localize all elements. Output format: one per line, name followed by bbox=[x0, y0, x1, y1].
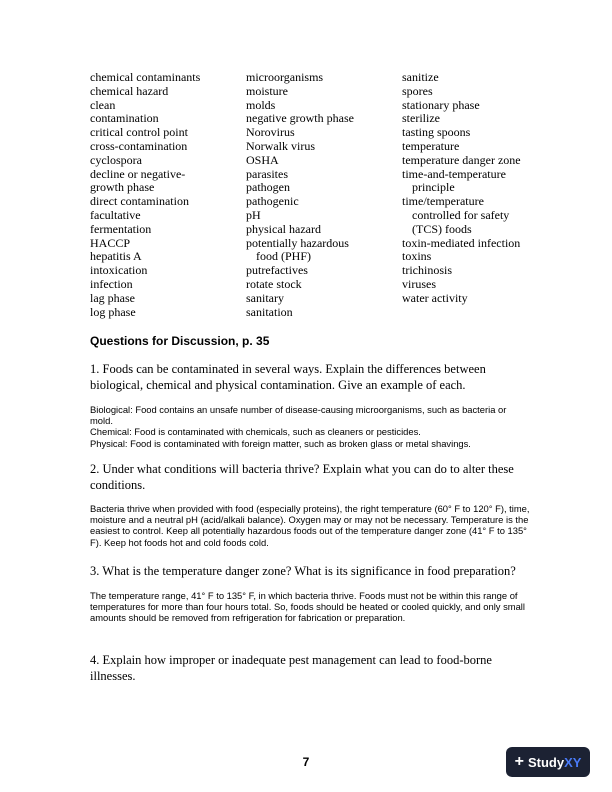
vocabulary-terms bbox=[90, 71, 542, 319]
term: controlled for safety bbox=[412, 207, 510, 222]
plus-icon: + bbox=[514, 753, 524, 770]
term: log phase bbox=[90, 304, 136, 319]
term: contamination bbox=[90, 111, 159, 126]
term: spores bbox=[402, 83, 433, 98]
term: sterilize bbox=[402, 111, 440, 126]
page-number: 7 bbox=[302, 755, 310, 769]
term: decline or negative- bbox=[90, 166, 186, 181]
term: temperature bbox=[402, 138, 460, 153]
term: potentially hazardous bbox=[246, 235, 349, 250]
term: sanitation bbox=[246, 304, 293, 319]
term: putrefactives bbox=[246, 263, 308, 278]
answer-3: The temperature range, 41° F to 135° F, in which bacteria thrive. Foods must not be within this range of temperatures for more than four hours total. So, foods should be heated or cooled quickly, and only small amounts should be removed from refrigeration for fabrication or preparation. bbox=[90, 590, 525, 624]
term: toxin-mediated infection bbox=[402, 235, 521, 250]
term: stationary phase bbox=[402, 97, 480, 112]
term: facultative bbox=[90, 207, 141, 222]
terms-column-1 bbox=[90, 71, 246, 319]
brand-study: Study bbox=[527, 754, 565, 770]
term: tasting spoons bbox=[402, 125, 471, 140]
term: moisture bbox=[246, 83, 288, 98]
term: viruses bbox=[402, 276, 436, 291]
term: time-and-temperature bbox=[402, 166, 506, 181]
brand-name bbox=[528, 755, 581, 770]
question-1: 1. Foods can be contaminated in several ways. Explain the differences between biological, chemical and physical contamination. Give an example of each. bbox=[90, 362, 486, 392]
answer-1-chemical: Chemical: Food is contaminated with chemicals, such as cleaners or pesticides. bbox=[90, 426, 421, 438]
term: OSHA bbox=[246, 152, 279, 167]
term: negative growth phase bbox=[246, 111, 354, 126]
term: HACCP bbox=[90, 235, 131, 250]
term: cross-contamination bbox=[90, 138, 188, 153]
term: pH bbox=[246, 207, 261, 222]
term: sanitary bbox=[246, 290, 284, 305]
answer-1 bbox=[90, 404, 530, 449]
discussion-heading: Questions for Discussion, p. 35 bbox=[90, 334, 270, 348]
question-3: 3. What is the temperature danger zone? What is its significance in food preparation? bbox=[90, 564, 516, 578]
term: intoxication bbox=[90, 263, 148, 278]
term: pathogen bbox=[246, 180, 290, 195]
term: food (PHF) bbox=[256, 249, 312, 264]
terms-column-3 bbox=[402, 71, 542, 319]
term: temperature danger zone bbox=[402, 152, 521, 167]
term: parasites bbox=[246, 166, 288, 181]
term: chemical contaminants bbox=[90, 70, 201, 84]
term: cyclospora bbox=[90, 152, 142, 167]
term: fermentation bbox=[90, 221, 152, 236]
term: rotate stock bbox=[246, 276, 302, 291]
term: hepatitis A bbox=[90, 249, 142, 264]
term: physical hazard bbox=[246, 221, 321, 236]
term: sanitize bbox=[402, 70, 439, 84]
term: growth phase bbox=[90, 180, 155, 195]
question-4: 4. Explain how improper or inadequate pest management can lead to food-borne illnesses. bbox=[90, 653, 492, 683]
terms-column-2 bbox=[246, 71, 402, 319]
term: toxins bbox=[402, 249, 432, 264]
answer-1-physical: Physical: Food is contaminated with foreign matter, such as broken glass or metal shavings. bbox=[90, 437, 471, 449]
term: time/temperature bbox=[402, 194, 484, 209]
term: clean bbox=[90, 97, 116, 112]
term: infection bbox=[90, 276, 133, 291]
term: trichinosis bbox=[402, 263, 452, 278]
term: molds bbox=[246, 97, 276, 112]
term: microorganisms bbox=[246, 70, 324, 84]
answer-2: Bacteria thrive when provided with food (especially proteins), the right temperature (60° F to 120° F), time, moisture and a neutral pH (acid/alkali balance). Oxygen may or may not be necessary. Temperature is the easiest to control. Keep all potentially hazardous foods out of the temperature danger zone (41° F to 135° F). Keep hot foods hot and cold foods cold. bbox=[90, 503, 530, 548]
brand-xy: XY bbox=[564, 754, 582, 770]
term: chemical hazard bbox=[90, 83, 169, 98]
question-2: 2. Under what conditions will bacteria thrive? Explain what you can do to alter these conditions. bbox=[90, 462, 514, 492]
term: direct contamination bbox=[90, 194, 189, 209]
term: pathogenic bbox=[246, 194, 299, 209]
studyxy-logo[interactable] bbox=[506, 747, 590, 777]
term: lag phase bbox=[90, 290, 135, 305]
term: (TCS) foods bbox=[412, 221, 472, 236]
term: principle bbox=[412, 180, 455, 195]
answer-1-biological: Biological: Food contains an unsafe number of disease-causing microorganisms, such as bacteria or mold. bbox=[90, 404, 507, 427]
term: Norwalk virus bbox=[246, 138, 315, 153]
term: critical control point bbox=[90, 125, 188, 140]
term: Norovirus bbox=[246, 125, 295, 140]
term: water activity bbox=[402, 290, 468, 305]
